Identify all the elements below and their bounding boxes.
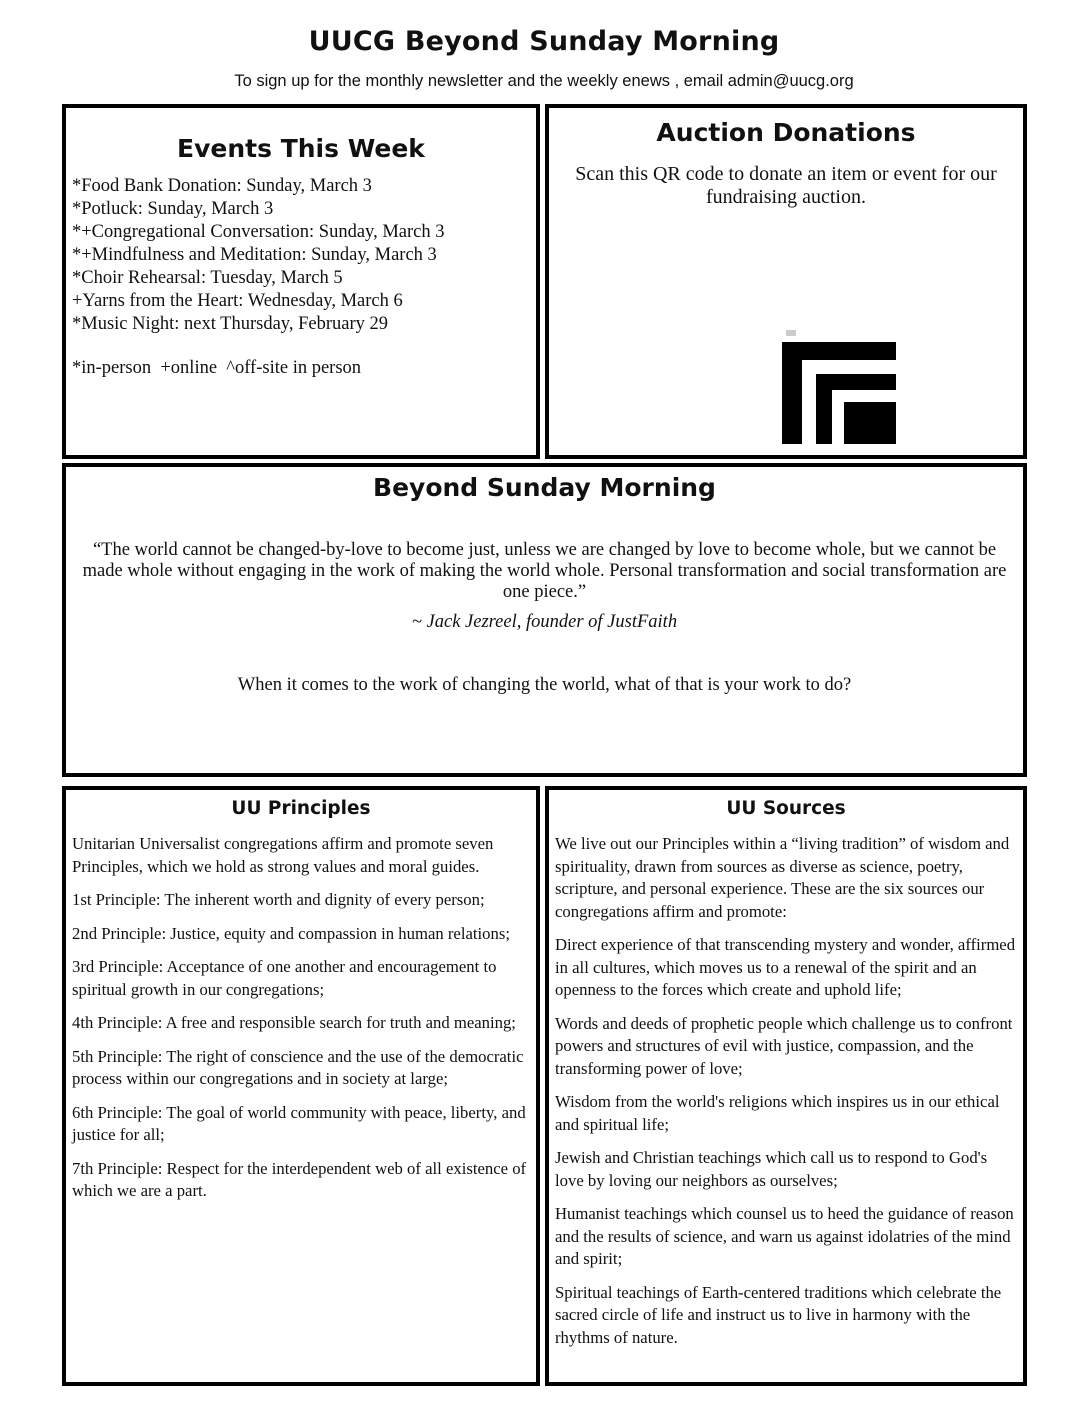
principles-intro: Unitarian Universalist congregations affirm and promote seven Principles, which we hold as strong values and moral guides.	[72, 834, 494, 876]
principles-box	[62, 786, 540, 1386]
event-item: *Potluck: Sunday, March 3	[72, 199, 274, 219]
source-item: Words and deeds of prophetic people which challenge us to confront powers and structures of evil with justice, compassion, and the transforming power of love;	[555, 1013, 1013, 1078]
beyond-box	[62, 463, 1027, 777]
event-item: *Choir Rehearsal: Tuesday, March 5	[72, 268, 343, 288]
events-title: Events This Week	[177, 134, 425, 163]
source-item: Humanist teachings which counsel us to heed the guidance of reason and the results of science, and warn us against idolatries of the mind and spirit;	[555, 1204, 1014, 1268]
event-item: *Music Night: next Thursday, February 29	[72, 314, 388, 334]
principle-item: 3rd Principle: Acceptance of one another and encouragement to spiritual growth in our congregations;	[72, 957, 497, 999]
quote-attribution: ~ Jack Jezreel, founder of JustFaith	[411, 612, 678, 632]
principle-item: 7th Principle: Respect for the interdependent web of all existence of which we are a part.	[72, 1158, 527, 1200]
sources-intro: We live out our Principles within a “living tradition” of wisdom and spirituality, drawn from sources as diverse as science, poetry, scripture, and personal experience. These are the six sources our congregations affirm and promote:	[555, 834, 1010, 921]
principle-item: 1st Principle: The inherent worth and dignity of every person;	[72, 890, 485, 909]
principle-item: 6th Principle: The goal of world community with peace, liberty, and justice for all;	[72, 1102, 526, 1144]
auction-box	[545, 104, 1027, 459]
beyond-title: Beyond Sunday Morning	[373, 473, 716, 502]
event-item: *Food Bank Donation: Sunday, March 3	[72, 176, 372, 196]
events-box	[62, 104, 540, 459]
sources-box	[545, 786, 1027, 1386]
events-list	[72, 175, 536, 336]
qr-code-icon[interactable]	[782, 330, 896, 444]
source-item: Wisdom from the world's religions which inspires us in our ethical and spiritual life;	[555, 1092, 1000, 1134]
principle-item: 2nd Principle: Justice, equity and compassion in human relations;	[72, 923, 510, 943]
event-item: *+Mindfulness and Meditation: Sunday, March 3	[72, 245, 437, 265]
events-legend: *in-person +online ^off-site in person	[72, 358, 362, 378]
event-item: *+Congregational Conversation: Sunday, March 3	[72, 222, 445, 242]
event-item: +Yarns from the Heart: Wednesday, March 6	[72, 291, 403, 311]
source-item: Jewish and Christian teachings which call us to respond to God's love by loving our neighbors as ourselves;	[555, 1148, 988, 1190]
quote-text: “The world cannot be changed-by-love to become just, unless we are changed by love to become whole, but we cannot be made whole without engaging in the work of making the world whole. Personal transformation and social transformation are one piece.”	[82, 540, 1007, 602]
auction-title: Auction Donations	[656, 118, 916, 147]
principle-item: 4th Principle: A free and responsible search for truth and meaning;	[72, 1013, 516, 1032]
principle-item: 5th Principle: The right of conscience and the use of the democratic process within our congregations and in society at large;	[72, 1046, 524, 1088]
page-title: UUCG Beyond Sunday Morning	[308, 26, 780, 57]
auction-description: Scan this QR code to donate an item or event for our fundraising auction.	[575, 163, 997, 208]
principles-title: UU Principles	[231, 798, 371, 819]
reflection-question: When it comes to the work of changing the world, what of that is your work to do?	[237, 675, 852, 695]
source-item: Direct experience of that transcending mystery and wonder, affirmed in all cultures, which moves us to a renewal of the spirit and an openness to the forces which create and uphold life;	[555, 935, 1016, 999]
signup-note: To sign up for the monthly newsletter and the weekly enews , email admin@uucg.org	[234, 72, 854, 90]
source-item: Spiritual teachings of Earth-centered traditions which celebrate the sacred circle of life and instruct us to live in harmony with the rhythms of nature.	[555, 1282, 1002, 1347]
sources-title: UU Sources	[726, 798, 846, 819]
